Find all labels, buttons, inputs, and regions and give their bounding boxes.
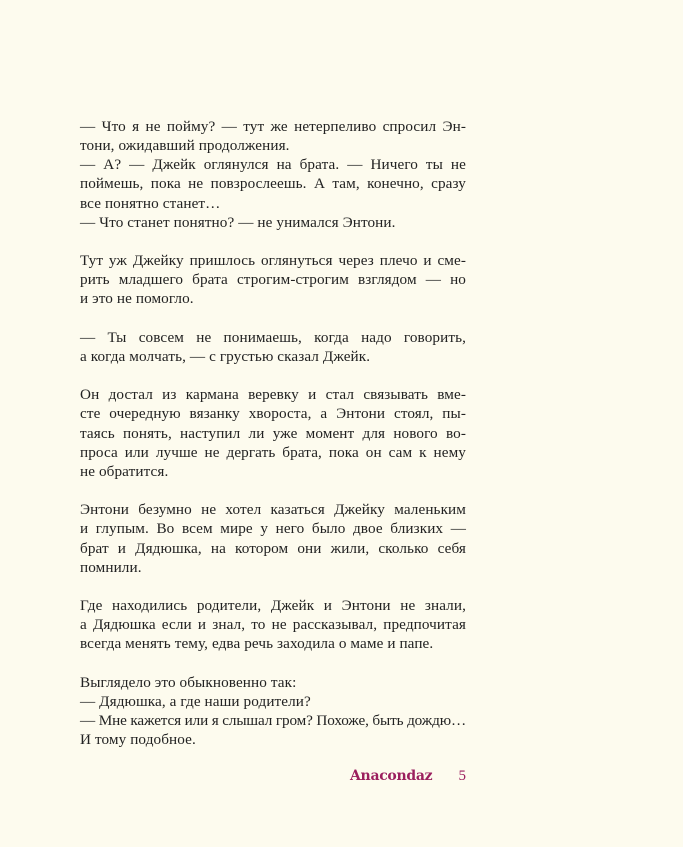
text-line: брат и Дядюшка, на котором они жили, сколько себя (80, 539, 466, 557)
text-line: рить младшего брата строгим-строгим взглядом — но (80, 271, 466, 289)
text-line: тони, ожидавший продолжения. (80, 137, 290, 155)
text-line: — А? — Джейк оглянулся на брата. — Ничего ты не (80, 156, 466, 174)
text-line: а Дядюшка если и знал, то не рассказывал, предпочитая (80, 616, 466, 634)
page-footer (350, 768, 466, 788)
text-line: таясь понять, наступил ли уже момент для нового во- (80, 424, 466, 442)
text-line: проса или лучше не дергать брата, пока он сам к нему (80, 443, 466, 461)
text-line: Энтони безумно не хотел казаться Джейку маленьким (80, 501, 466, 519)
page-number: 5 (458, 768, 466, 784)
text-line: — Мне кажется или я слышал гром? Похоже, быть дождю… (80, 711, 466, 729)
text-line: — Дядюшка, а где наши родители? (80, 692, 311, 710)
text-line: всегда менять тему, едва речь заходила о маме и папе. (80, 635, 434, 653)
text-line: И тому подобное. (80, 731, 196, 749)
text-line: и глупым. Во всем мире у него было двое близких — (80, 520, 466, 538)
text-line: Тут уж Джейку пришлось оглянуться через плечо и сме- (80, 252, 466, 270)
text-line: помнили. (80, 558, 142, 576)
text-line: — Что я не пойму? — тут же нетерпеливо спросил Эн- (80, 118, 466, 135)
text-line: не обратится. (80, 462, 169, 480)
text-line: сте очередную вязанку хвороста, а Энтони стоял, пы- (80, 405, 466, 423)
text-line: Он достал из кармана веревку и стал связывать вме- (80, 386, 466, 404)
text-line: а когда молчать, — с грустью сказал Джейк. (80, 347, 371, 365)
text-line: и это не помогло. (80, 290, 194, 308)
text-line: Выглядело это обыкновенно так: (80, 673, 297, 691)
text-line: Где находились родители, Джейк и Энтони не знали, (80, 597, 466, 614)
text-line: поймешь, пока не повзрослеешь. А там, конечно, сразу (80, 175, 466, 193)
brand-logo: Anacondaz (350, 768, 433, 784)
text-line: все понятно станет… (80, 194, 221, 212)
text-line: — Что станет понятно? — не унимался Энтони. (80, 213, 396, 231)
text-line: — Ты совсем не понимаешь, когда надо говорить, (80, 328, 466, 346)
